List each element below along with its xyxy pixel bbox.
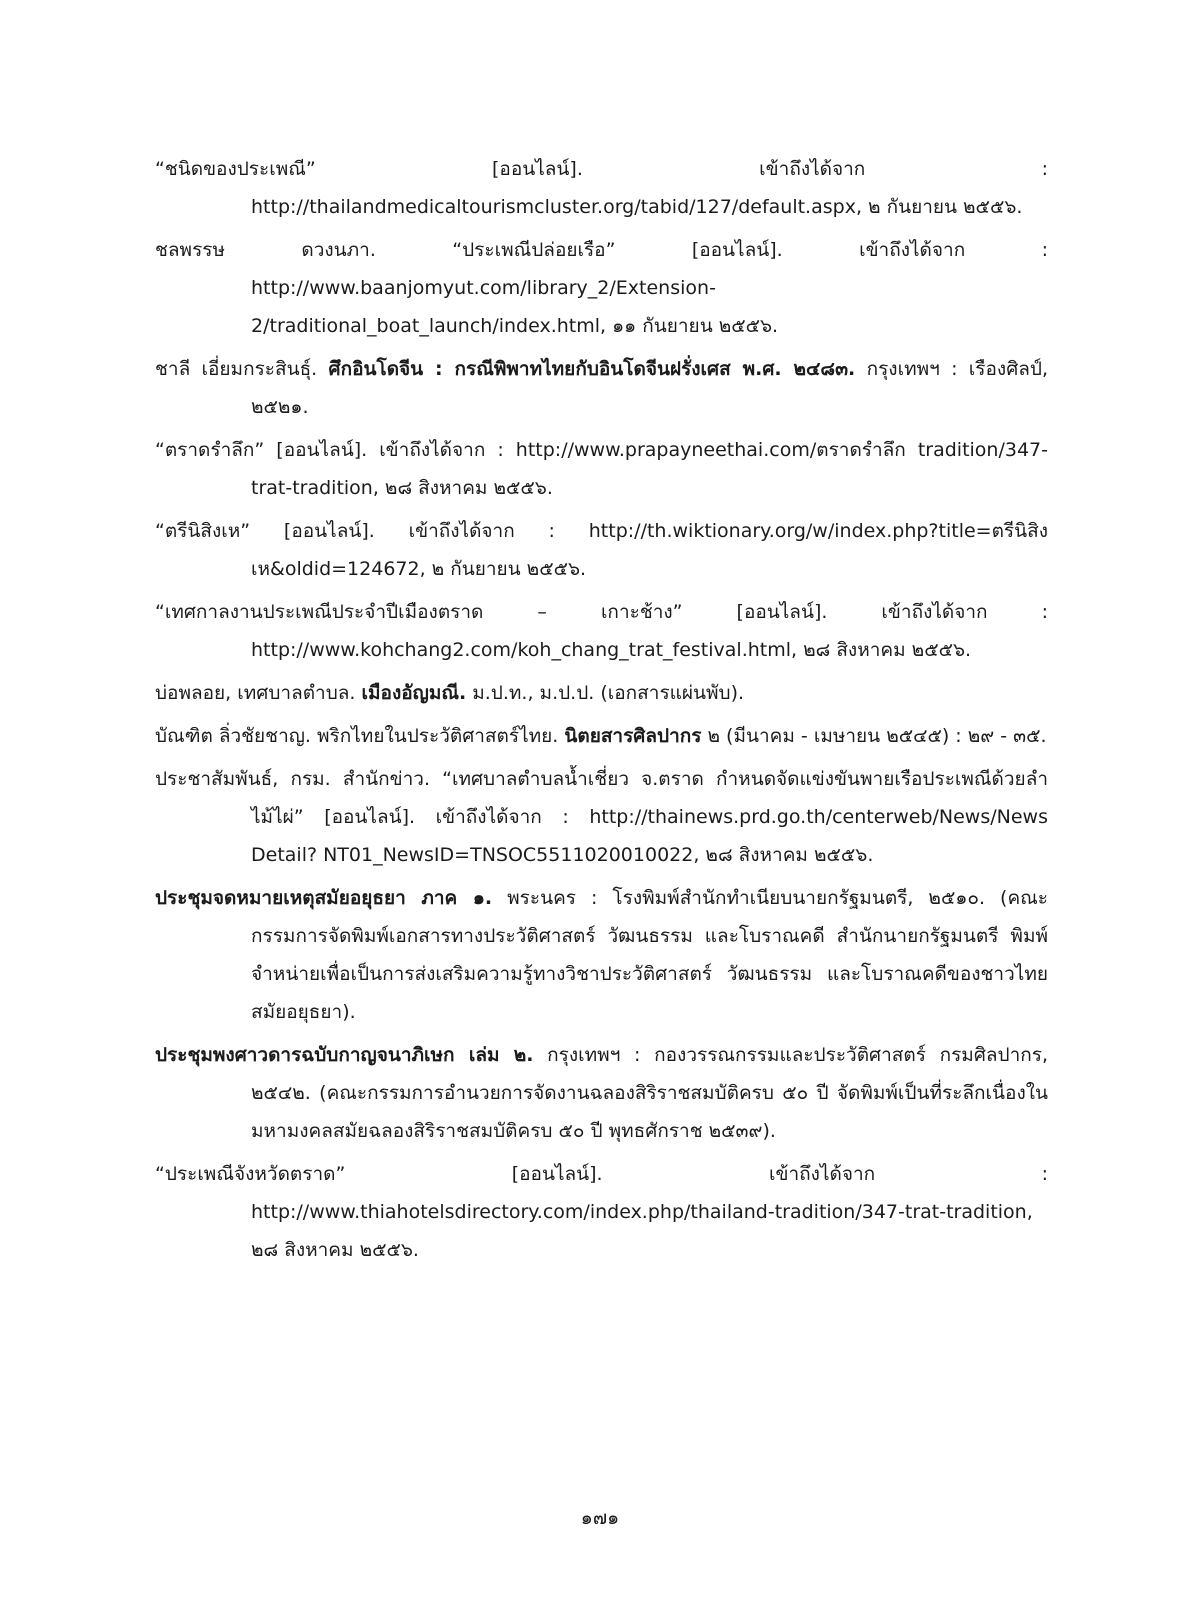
bibliography-entry — [155, 879, 1048, 1031]
bibliography-entry — [155, 431, 1048, 507]
entry-title: นิตยสารศิลปากร — [564, 725, 702, 747]
page-number: ๑๗๑ — [580, 1507, 620, 1529]
entry-publication: กรุงเทพฯ : เรืองศิลป์, ๒๕๒๑. — [251, 358, 1048, 418]
entry-author: ชาลี เอี่ยมกระสินธุ์. — [155, 358, 329, 380]
bibliography-entry — [155, 231, 1048, 345]
entry-text: ชลพรรษ ดวงนภา. “ประเพณีปล่อยเรือ” [ออนไลน์]. เข้าถึงได้จาก : http://www.baanjomyut.com/library_2/Extension-2/traditional_boat_launch/index.html, ๑๑ กันยายน ๒๕๕๖. — [155, 239, 1048, 337]
entry-title: ศึกอินโดจีน : กรณีพิพาทไทยกับอินโดจีนฝรั่งเศส พ.ศ. ๒๔๘๓. — [328, 358, 856, 380]
entry-text: “ตรีนิสิงเห” [ออนไลน์]. เข้าถึงได้จาก : http://th.wiktionary.org/w/index.php?title=ตรีนิสิงเห&oldid=124672, ๒ กันยายน ๒๕๕๖. — [155, 520, 1048, 580]
entry-author: บัณฑิต ลิ่วชัยชาญ. พริกไทยในประวัติศาสตร์ไทย. — [155, 725, 565, 747]
entry-text: “เทศกาลงานประเพณีประจำปีเมืองตราด – เกาะช้าง” [ออนไลน์]. เข้าถึงได้จาก : http://www.kohchang2.com/koh_chang_trat_festival.html, ๒๘ สิงหาคม ๒๕๕๖. — [155, 601, 1048, 661]
bibliography-entry — [155, 1155, 1048, 1269]
bibliography-entry — [155, 512, 1048, 588]
entry-publication: ๒ (มีนาคม - เมษายน ๒๕๔๕) : ๒๙ - ๓๕. — [701, 725, 1047, 747]
entry-title: ประชุมจดหมายเหตุสมัยอยุธยา ภาค ๑. — [155, 887, 493, 909]
entry-text: “ชนิดของประเพณี” [ออนไลน์]. เข้าถึงได้จาก : http://thailandmedicaltourismcluster.org/tabid/127/default.aspx, ๒ กันยายน ๒๕๕๖. — [155, 158, 1048, 218]
bibliography-entry — [155, 350, 1048, 426]
entry-text: “ประเพณีจังหวัดตราด” [ออนไลน์]. เข้าถึงได้จาก : http://www.thiahotelsdirectory.com/index.php/thailand-tradition/347-trat-tradition, ๒๘ สิงหาคม ๒๕๕๖. — [155, 1163, 1048, 1261]
bibliography-list — [155, 150, 1048, 1450]
entry-publication: พระนคร : โรงพิมพ์สำนักทำเนียบนายกรัฐมนตรี, ๒๕๑๐. (คณะกรรมการจัดพิมพ์เอกสารทางประวัติศาสตร์ วัฒนธรรม และโบราณคดี สำนักนายกรัฐมนตรี พิมพ์จำหน่ายเพื่อเป็นการส่งเสริมความรู้ทางวิชาประวัติศาสตร์ วัฒนธรรม และโบราณคดีของชาวไทย สมัยอยุธยา). — [251, 887, 1048, 1023]
entry-text: “ตราดรำลึก” [ออนไลน์]. เข้าถึงได้จาก : http://www.prapayneethai.com/ตราดรำลึก tradition/347-trat-tradition, ๒๘ สิงหาคม ๒๕๕๖. — [155, 439, 1048, 499]
bibliography-entry — [155, 760, 1048, 874]
entry-title: ประชุมพงศาวดารฉบับกาญจนาภิเษก เล่ม ๒. — [155, 1044, 534, 1066]
entry-text: ประชาสัมพันธ์, กรม. สำนักข่าว. “เทศบาลตำบลน้ำเชี่ยว จ.ตราด กำหนดจัดแข่งขันพายเรือประเพณีด้วยลำไม้ไผ่” [ออนไลน์]. เข้าถึงได้จาก : http://thainews.prd.go.th/centerweb/News/News Detail? NT01_NewsID=TNSOC5511020010022, ๒๘ สิงหาคม ๒๕๕๖. — [155, 768, 1048, 866]
bibliography-entry — [155, 674, 1048, 712]
bibliography-entry — [155, 717, 1048, 755]
bibliography-entry — [155, 1036, 1048, 1150]
bibliography-entry — [155, 593, 1048, 669]
entry-author: บ่อพลอย, เทศบาลตำบล. — [155, 682, 362, 704]
entry-publication: ม.ป.ท., ม.ป.ป. (เอกสารแผ่นพับ). — [466, 682, 745, 704]
entry-title: เมืองอัญมณี. — [361, 682, 467, 704]
entry-publication: กรุงเทพฯ : กองวรรณกรรมและประวัติศาสตร์ กรมศิลปากร, ๒๕๔๒. (คณะกรรมการอำนวยการจัดงานฉลองสิริราชสมบัติครบ ๕๐ ปี จัดพิมพ์เป็นที่ระลึกเนื่องในมหามงคลสมัยฉลองสิริราชสมบัติครบ ๕๐ ปี พุทธศักราช ๒๕๓๙). — [251, 1044, 1048, 1142]
bibliography-entry — [155, 150, 1048, 226]
